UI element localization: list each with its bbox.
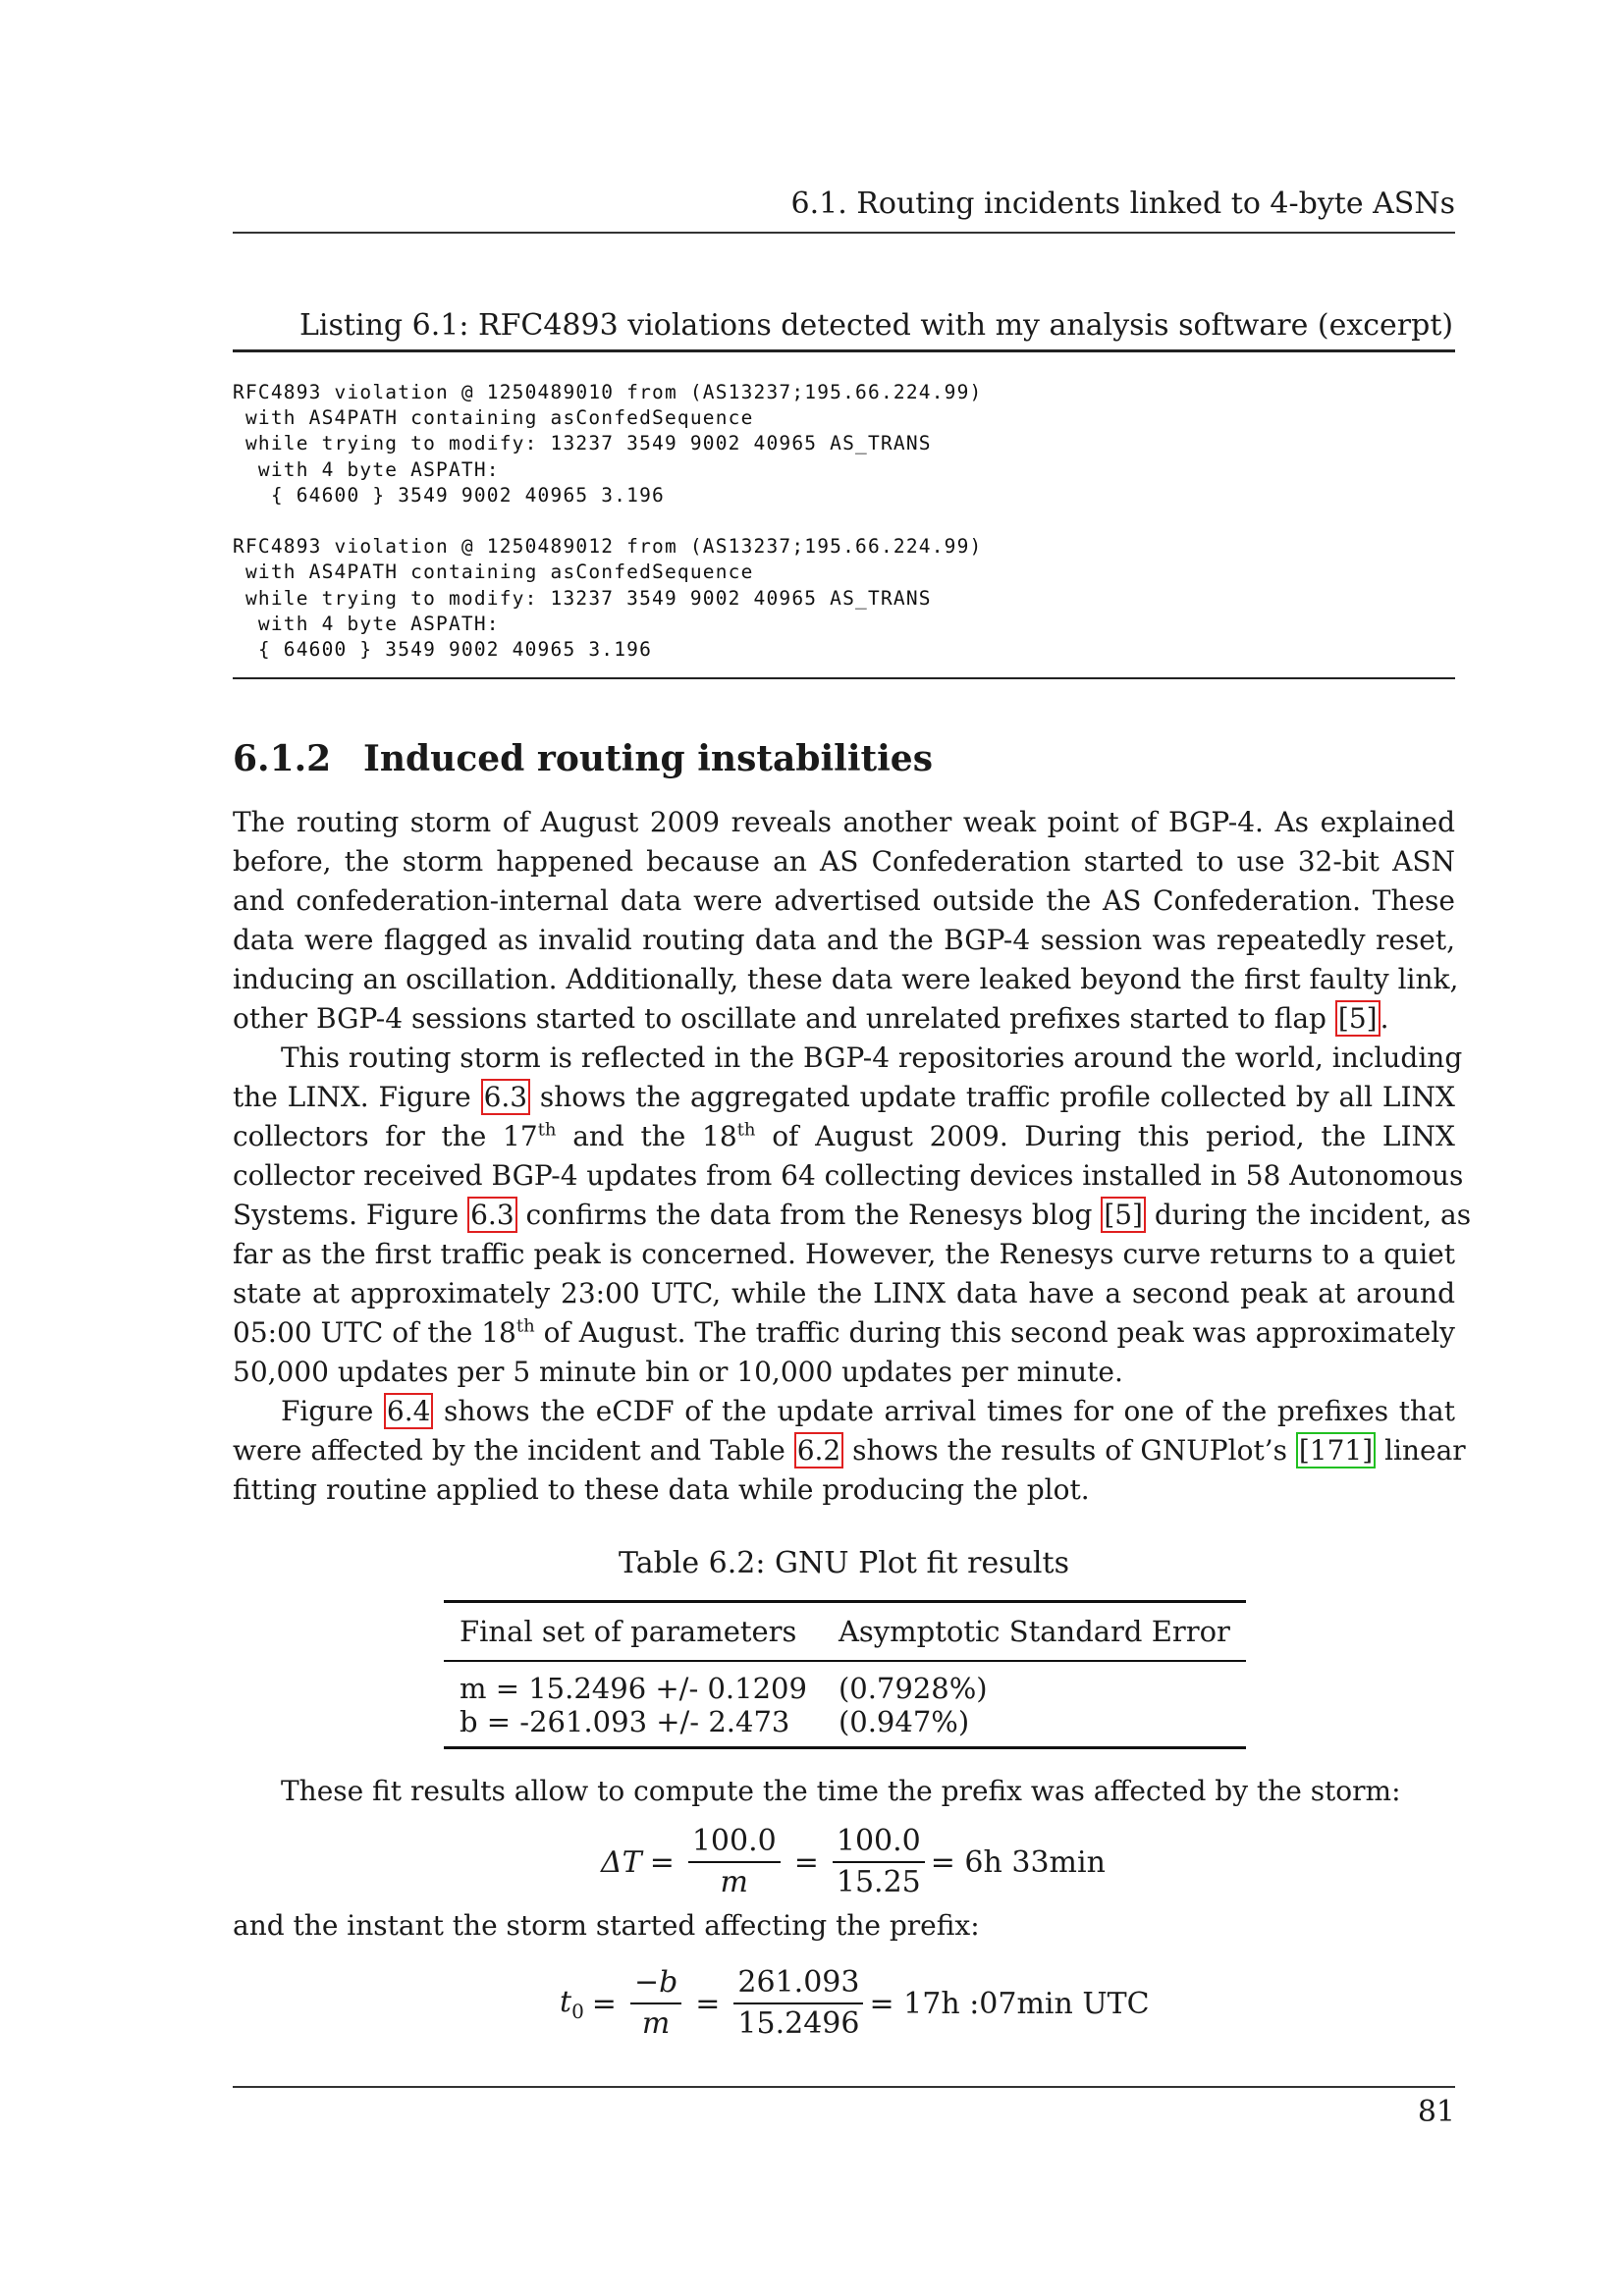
table-link[interactable]: 6.2 bbox=[794, 1432, 844, 1468]
paragraph-2 bbox=[233, 1039, 1472, 1392]
text-line: Figure 6.4 shows the eCDF of the update arrival times for one of the prefixes that bbox=[281, 1395, 1455, 1427]
text-line: fitting routine applied to these data while producing the plot. bbox=[233, 1473, 1090, 1506]
fraction: $\frac{261.093}{15.2496}$ bbox=[733, 1963, 863, 2044]
code-line: while trying to modify: 13237 3549 9002 40965 AS_TRANS bbox=[233, 586, 932, 610]
citation-link[interactable]: [5] bbox=[1101, 1197, 1146, 1233]
text-line: The routing storm of August 2009 reveals another weak point of BGP-4. As explained bbox=[233, 806, 1455, 838]
citation-link[interactable]: [171] bbox=[1296, 1432, 1376, 1468]
text-line: and the instant the storm started affecting the prefix: bbox=[233, 1909, 980, 1942]
table-header-row bbox=[444, 1602, 1246, 1662]
text-line: other BGP-4 sessions started to oscillate and unrelated prefixes started to flap [5] . bbox=[233, 1002, 1389, 1035]
equation-rhs: = 6h 33min bbox=[930, 1844, 1106, 1880]
table-cell: m = 15.2496 +/- 0.1209 bbox=[460, 1672, 807, 1705]
listing-caption: Listing 6.1: RFC4893 violations detected with my analysis software (excerpt) bbox=[299, 308, 1454, 343]
listing-bottom-rule bbox=[233, 677, 1455, 679]
text-line: collectors for the 17th and the 18th of August 2009. During this period, the LINX bbox=[233, 1119, 1455, 1152]
code-line: RFC4893 violation @ 1250489012 from (AS13237;195.66.224.99) bbox=[233, 535, 983, 559]
fraction: $\frac{100.0}{15.25}$ bbox=[833, 1822, 925, 1902]
table-cell: (0.7928%) bbox=[838, 1672, 988, 1705]
figure-link[interactable]: 6.3 bbox=[467, 1197, 517, 1233]
code-line: with 4 byte ASPATH: bbox=[233, 457, 500, 481]
section-number: 6.1.2 bbox=[233, 738, 332, 779]
running-header bbox=[233, 185, 1455, 234]
fit-results-table bbox=[444, 1600, 1246, 1749]
text-line: and confederation-internal data were advertised outside the AS Confederation. These bbox=[233, 884, 1455, 917]
equation-lhs: $t_0$ bbox=[560, 1984, 584, 2023]
code-line bbox=[233, 508, 982, 534]
text-line: data were flagged as invalid routing data and the BGP-4 session was repeatedly reset, bbox=[233, 924, 1455, 956]
code-line: with AS4PATH containing asConfedSequence bbox=[233, 561, 754, 584]
text-line: inducing an oscillation. Additionally, these data were leaked beyond the first faulty link, bbox=[233, 963, 1459, 995]
code-listing bbox=[233, 380, 982, 663]
listing-top-rule bbox=[233, 349, 1455, 352]
paragraph-3 bbox=[233, 1392, 1466, 1510]
text-line: 05:00 UTC of the 18th of August. The traffic during this second peak was approximately bbox=[233, 1315, 1455, 1349]
page-number: 81 bbox=[1417, 2095, 1455, 2129]
figure-link[interactable]: 6.4 bbox=[384, 1393, 434, 1429]
text-line: 50,000 updates per 5 minute bin or 10,000 updates per minute. bbox=[233, 1356, 1123, 1388]
code-line: { 64600 } 3549 9002 40965 3.196 bbox=[233, 637, 653, 661]
table-header-cell: Final set of parameters bbox=[460, 1615, 797, 1648]
equation-t0: $t_0$ = $\frac{-b}{m}$ = $\frac{261.093}{15.2496}$ = 17h :07min UTC bbox=[560, 1963, 1150, 2044]
footer-rule bbox=[233, 2086, 1455, 2088]
text-line: state at approximately 23:00 UTC, while the LINX data have a second peak at around bbox=[233, 1277, 1455, 1309]
text-line: Systems. Figure 6.3 confirms the data from the Renesys blog [5] during the incident, as bbox=[233, 1199, 1472, 1231]
code-line: { 64600 } 3549 9002 40965 3.196 bbox=[233, 483, 665, 507]
figure-link[interactable]: 6.3 bbox=[481, 1079, 531, 1115]
table-header-cell: Asymptotic Standard Error bbox=[838, 1615, 1230, 1648]
table-caption: Table 6.2: GNU Plot fit results bbox=[619, 1546, 1069, 1580]
text-line: This routing storm is reflected in the BGP-4 repositories around the world, including bbox=[281, 1041, 1463, 1074]
fraction: $\frac{100.0}{m}$ bbox=[688, 1822, 781, 1902]
text-line: the LINX. Figure 6.3 shows the aggregated update traffic profile collected by all LINX bbox=[233, 1081, 1455, 1113]
equation-lhs: ΔT bbox=[601, 1844, 642, 1880]
code-line: with 4 byte ASPATH: bbox=[233, 612, 500, 635]
text-line: before, the storm happened because an AS Confederation started to use 32-bit ASN bbox=[233, 845, 1455, 878]
text-line: These fit results allow to compute the time the prefix was affected by the storm: bbox=[281, 1775, 1401, 1807]
code-line: with AS4PATH containing asConfedSequence bbox=[233, 406, 754, 430]
text-line: were affected by the incident and Table 6.2 shows the results of GNUPlot’s [171] linear bbox=[233, 1434, 1466, 1467]
fraction: $\frac{-b}{m}$ bbox=[630, 1963, 681, 2044]
paragraph-1 bbox=[233, 803, 1459, 1039]
paragraph-4 bbox=[233, 1772, 1455, 1811]
table-cell: b = -261.093 +/- 2.473 bbox=[460, 1705, 790, 1738]
equation-delta-t: ΔT = $\frac{100.0}{m}$ = $\frac{100.0}{15.25}$ = 6h 33min bbox=[601, 1822, 1106, 1902]
citation-link[interactable]: [5] bbox=[1335, 1000, 1380, 1037]
section-title: Induced routing instabilities bbox=[363, 738, 933, 779]
code-line: RFC4893 violation @ 1250489010 from (AS13237;195.66.224.99) bbox=[233, 381, 983, 403]
running-title: 6.1. Routing incidents linked to 4-byte ASNs bbox=[790, 187, 1455, 221]
text-line: far as the first traffic peak is concerned. However, the Renesys curve returns to a quiet bbox=[233, 1238, 1455, 1270]
text-line: collector received BGP-4 updates from 64 collecting devices installed in 58 Autonomous bbox=[233, 1159, 1464, 1192]
code-line: while trying to modify: 13237 3549 9002 40965 AS_TRANS bbox=[233, 432, 932, 455]
table-row bbox=[444, 1661, 1246, 1705]
table-cell: (0.947%) bbox=[838, 1705, 970, 1738]
section-heading bbox=[233, 738, 933, 779]
paragraph-5 bbox=[233, 1906, 1455, 1946]
equation-rhs: = 17h :07min UTC bbox=[869, 1986, 1150, 2021]
table-row bbox=[444, 1705, 1246, 1748]
